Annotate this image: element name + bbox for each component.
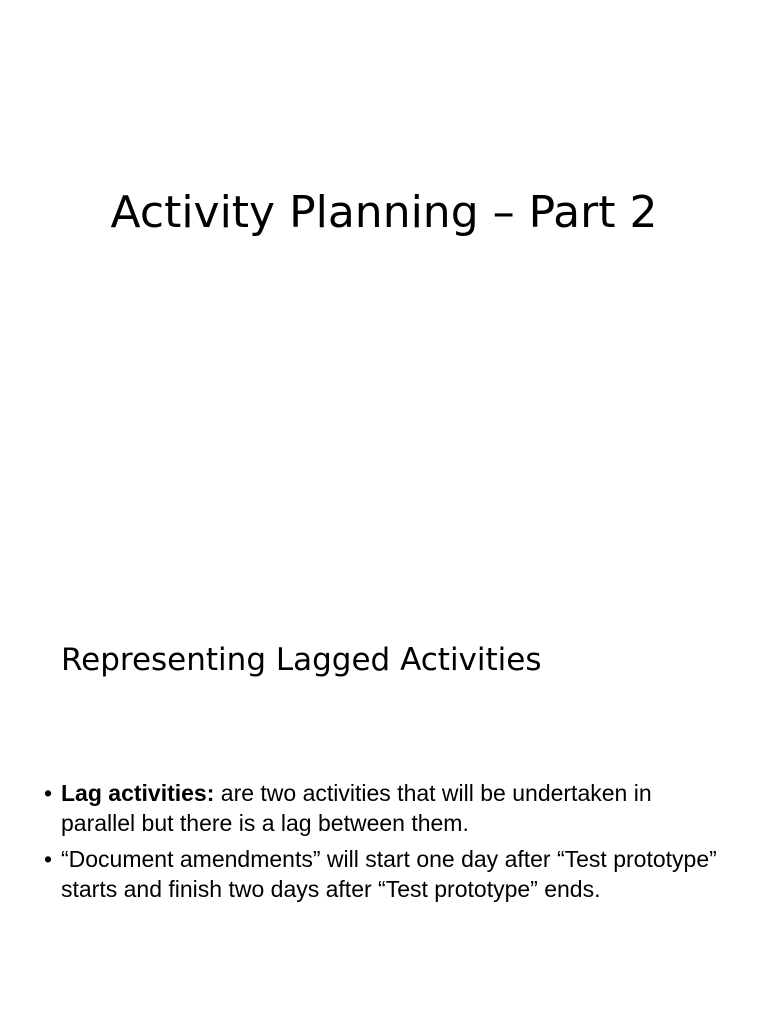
bullet-list bbox=[44, 778, 721, 910]
bullet-icon: • bbox=[44, 780, 53, 806]
list-item bbox=[44, 778, 721, 838]
bullet-text: “Document amendments” will start one day after “Test prototype” starts and finish two days after “Test prototype” ends. bbox=[61, 846, 717, 902]
slide-title: Activity Planning – Part 2 bbox=[110, 187, 658, 238]
list-item bbox=[44, 844, 721, 904]
bullet-term: Lag activities: bbox=[61, 780, 215, 806]
bullet-icon: • bbox=[44, 846, 53, 872]
section-heading: Representing Lagged Activities bbox=[61, 642, 542, 678]
bullet-text: are two activities that will be undertaken in parallel but there is a lag between them. bbox=[61, 780, 652, 836]
